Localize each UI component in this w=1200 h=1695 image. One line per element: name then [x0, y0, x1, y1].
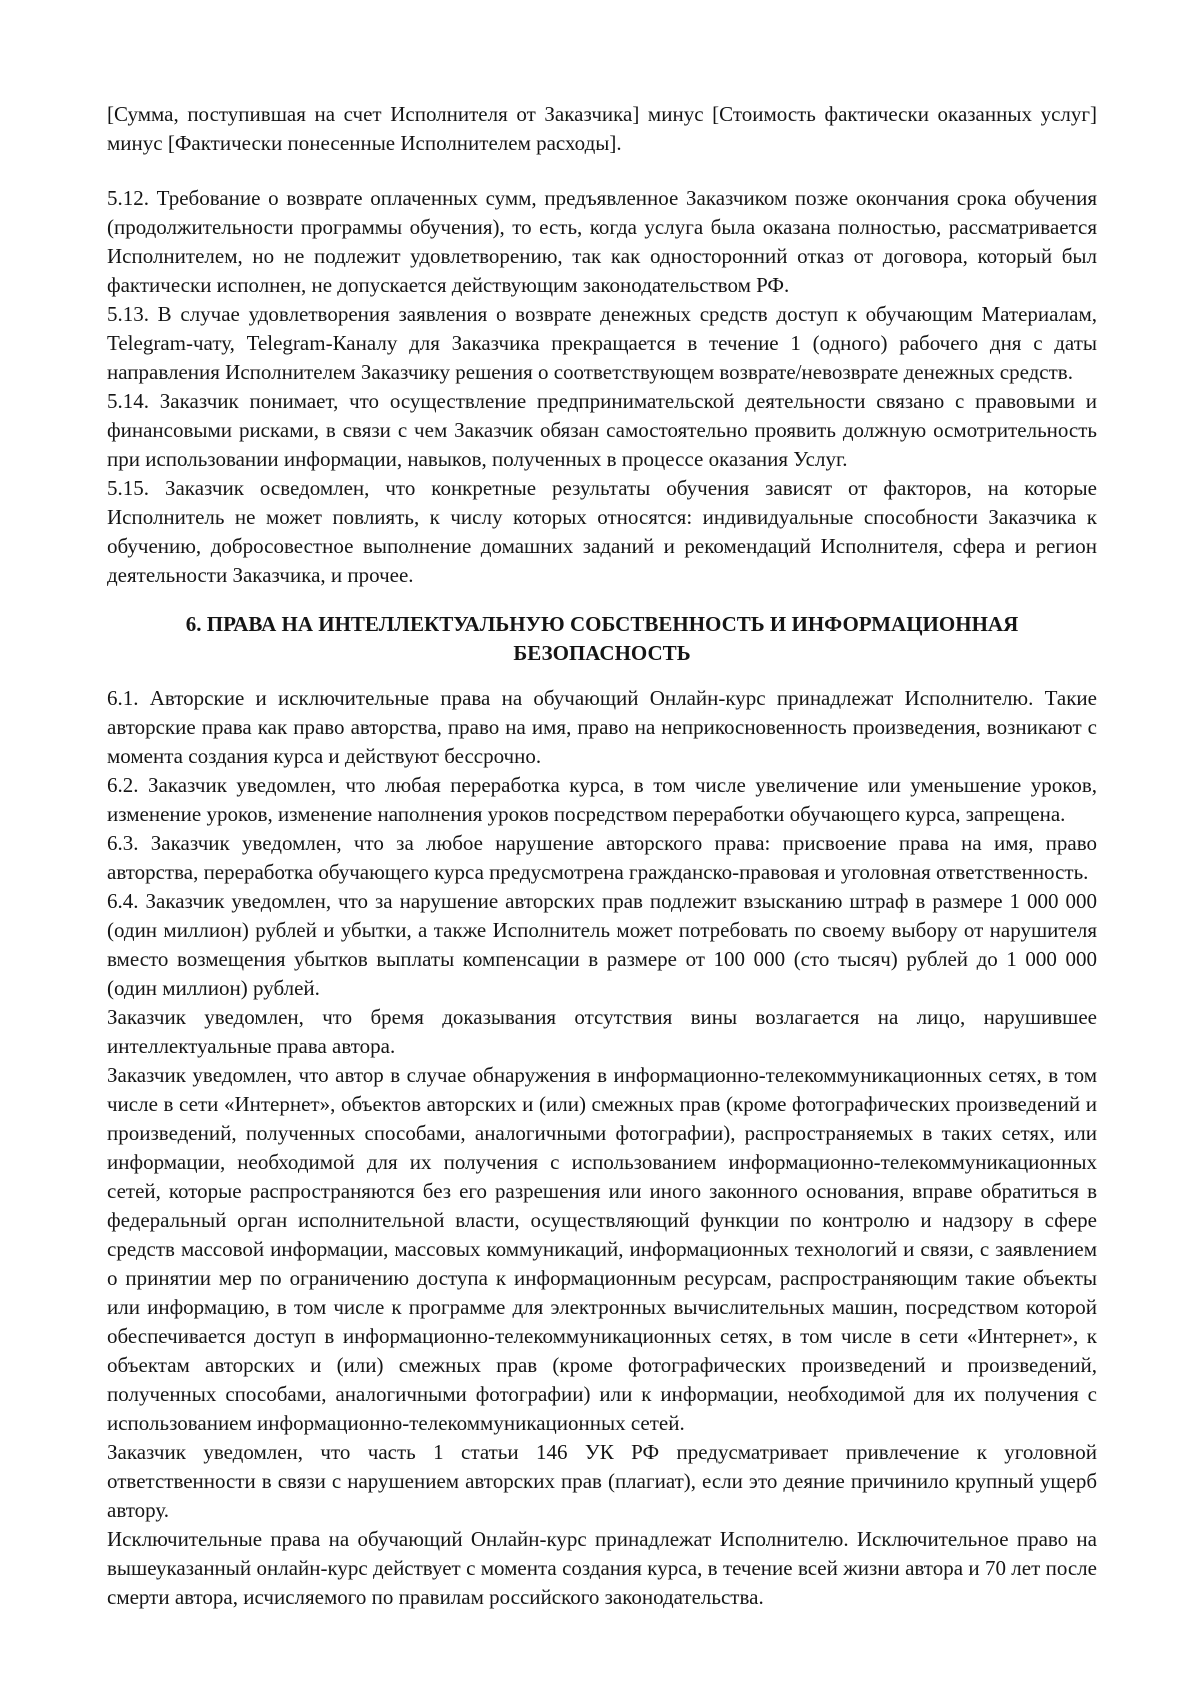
- clause-5-13: 5.13. В случае удовлетворения заявления о возврате денежных средств доступ к обучающим Материалам, Telegram-чату, Telegram-Каналу для Заказчика прекращается в течение 1 (одного) рабочего дня с даты направления Исполнителем Заказчику решения о соответствующем возврате/невозврате денежных средств.: [107, 302, 1097, 384]
- section-6-heading-line2: БЕЗОПАСНОСТЬ: [513, 641, 691, 665]
- clause-5-15: 5.15. Заказчик осведомлен, что конкретные результаты обучения зависят от факторов, на которые Исполнитель не может повлиять, к числу которых относятся: индивидуальные способности Заказчика к обучению, добросовестное выполнение домашних заданий и рекомендаций Исполнителя, сфера и регион деятельности Заказчика, и прочее.: [107, 476, 1097, 587]
- clause-5-14: 5.14. Заказчик понимает, что осуществление предпринимательской деятельности связано с правовыми и финансовыми рисками, в связи с чем Заказчик обязан самостоятельно проявить должную осмотрительность при использовании информации, навыков, полученных в процессе оказания Услуг.: [107, 389, 1097, 471]
- clause-6-4: 6.4. Заказчик уведомлен, что за нарушение авторских прав подлежит взысканию штраф в размере 1 000 000 (один миллион) рублей и убытки, а также Исполнитель может потребовать по своему выбору от нарушителя вместо возмещения убытков выплаты компенсации в размере от 100 000 (сто тысяч) рублей до 1 000 000 (один миллион) рублей.: [107, 889, 1097, 1000]
- paragraph-criminal-code-146: Заказчик уведомлен, что часть 1 статьи 146 УК РФ предусматривает привлечение к уголовной ответственности в связи с нарушением авторских прав (плагиат), если это деяние причинило крупный ущерб автору.: [107, 1440, 1097, 1522]
- clause-6-2: 6.2. Заказчик уведомлен, что любая переработка курса, в том числе увеличение или уменьшение уроков, изменение уроков, изменение наполнения уроков посредством переработки обучающего курса, запрещена.: [107, 773, 1097, 826]
- paragraph-burden-of-proof: Заказчик уведомлен, что бремя доказывания отсутствия вины возлагается на лицо, нарушившее интеллектуальные права автора.: [107, 1005, 1097, 1058]
- paragraph-telecom-networks: Заказчик уведомлен, что автор в случае обнаружения в информационно-телекоммуникационных сетях, в том числе в сети «Интернет», объектов авторских и (или) смежных прав (кроме фотографических произведений и произведений, полученных способами, аналогичными фотографии), распространяемых в таких сетях, или информации, необходимой для их получения с использованием информационно-телекоммуникационных сетей, которые распространяются без его разрешения или иного законного основания, вправе обратиться в федеральный орган исполнительной власти, осуществляющий функции по контролю и надзору в сфере средств массовой информации, массовых коммуникаций, информационных технологий и связи, с заявлением о принятии мер по ограничению доступа к информационным ресурсам, распространяющим такие объекты или информацию, в том числе к программе для электронных вычислительных машин, посредством которой обеспечивается доступ в информационно-телекоммуникационных сетях, в том числе в сети «Интернет», к объектам авторских и (или) смежных прав (кроме фотографических произведений и произведений, полученных способами, аналогичными фотографии) или к информации, необходимой для их получения с использованием информационно-телекоммуникационных сетей.: [107, 1063, 1097, 1435]
- paragraph-exclusive-rights-duration: Исключительные права на обучающий Онлайн-курс принадлежат Исполнителю. Исключительное право на вышеуказанный онлайн-курс действует с момента создания курса, в течение всей жизни автора и 70 лет после смерти автора, исчисляемого по правилам российского законодательства.: [107, 1527, 1097, 1609]
- carryover-paragraph: [Сумма, поступившая на счет Исполнителя от Заказчика] минус [Стоимость фактически оказанных услуг] минус [Фактически понесенные Исполнителем расходы].: [107, 102, 1097, 155]
- section-6-heading-line1: 6. ПРАВА НА ИНТЕЛЛЕКТУАЛЬНУЮ СОБСТВЕННОСТЬ И ИНФОРМАЦИОННАЯ: [185, 612, 1019, 636]
- section-6-heading: [107, 610, 1097, 668]
- clause-6-1: 6.1. Авторские и исключительные права на обучающий Онлайн-курс принадлежат Исполнителю. Такие авторские права как право авторства, право на имя, право на неприкосновенность произведения, возникают с момента создания курса и действуют бессрочно.: [107, 686, 1097, 768]
- clause-5-12: 5.12. Требование о возврате оплаченных сумм, предъявленное Заказчиком позже окончания срока обучения (продолжительности программы обучения), то есть, когда услуга была оказана полностью, рассматривается Исполнителем, но не подлежит удовлетворению, так как односторонний отказ от договора, который был фактически исполнен, не допускается действующим законодательством РФ.: [107, 186, 1097, 297]
- clause-6-3: 6.3. Заказчик уведомлен, что за любое нарушение авторского права: присвоение права на имя, право авторства, переработка обучающего курса предусмотрена гражданско-правовая и уголовная ответственность.: [107, 831, 1097, 884]
